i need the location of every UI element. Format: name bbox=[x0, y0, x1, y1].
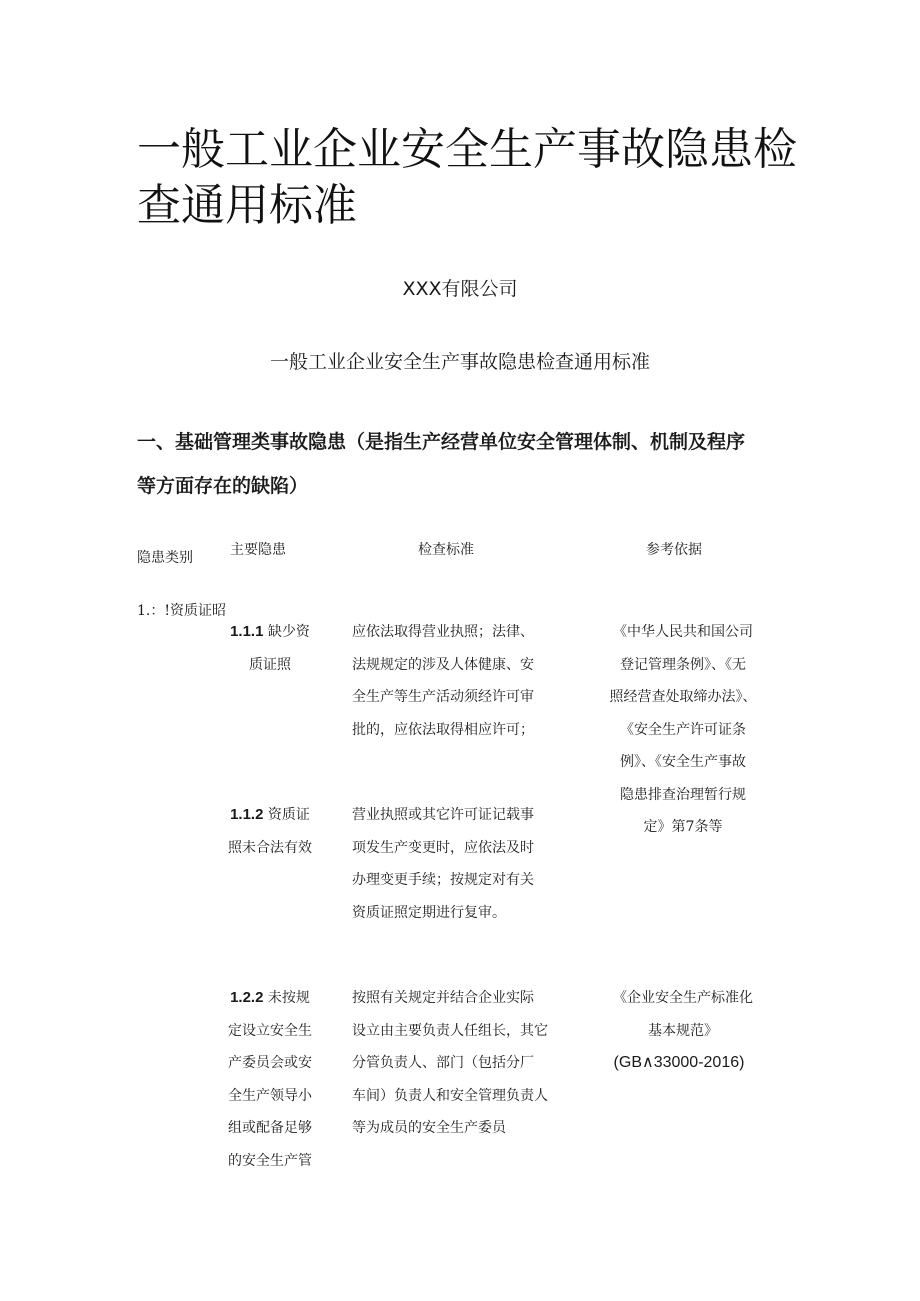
standard-text-line: 分管负责人、部门（包括分厂 bbox=[352, 1055, 534, 1071]
hazard-1-1-2 bbox=[215, 799, 325, 864]
basis-text-line: 登记管理条例》、《无 bbox=[620, 656, 746, 673]
basis-text-line: 《安全生产许可证条 bbox=[620, 721, 746, 738]
hazard-text-line: 未按规 bbox=[267, 990, 310, 1006]
basis-text-line: 定》第7条等 bbox=[643, 819, 723, 835]
category-label: 1.：!资质证昭 bbox=[137, 603, 226, 619]
document-title-line-1: 一般工业企业安全生产事故隐患检 bbox=[137, 124, 797, 175]
standard-text-line: 全生产等生产活动须经许可审 bbox=[352, 689, 534, 705]
standard-text-line: 办理变更手续；按规定对有关 bbox=[352, 872, 534, 888]
hazard-number: 1.2.2 bbox=[230, 989, 264, 1006]
standard-text-line: 按照有关规定并结合企业实际 bbox=[352, 990, 534, 1006]
header-standard: 检查标准 bbox=[418, 542, 474, 558]
standard-text-line: 批的，应依法取得相应许可； bbox=[352, 721, 534, 738]
standard-1-2-2 bbox=[352, 982, 572, 1145]
basis-1 bbox=[588, 616, 778, 844]
standard-text-line: 项发生产变更时，应依法及时 bbox=[352, 839, 534, 856]
section-heading bbox=[137, 420, 797, 508]
section-heading-line-2: 等方面存在的缺陷） bbox=[137, 475, 309, 497]
hazard-text-line: 的安全生产管 bbox=[228, 1152, 312, 1169]
hazard-text-line: 产委员会或安 bbox=[228, 1055, 312, 1071]
hazard-text-line: 资质证 bbox=[267, 807, 310, 823]
hazard-text-line: 组或配备足够 bbox=[228, 1120, 312, 1136]
document-title bbox=[137, 122, 797, 234]
standard-text-line: 资质证照定期进行复审。 bbox=[352, 904, 506, 921]
hazard-text-line: 照未合法有效 bbox=[228, 839, 312, 856]
company-name: XXX有限公司 bbox=[402, 278, 518, 300]
section-heading-line-1: 一、基础管理类事故隐患（是指生产经营单位安全管理体制、机制及程序 bbox=[137, 431, 746, 453]
basis-text-line: 例》、《安全生产事故 bbox=[620, 754, 746, 770]
hazard-1-1-1 bbox=[215, 616, 325, 681]
hazard-text-line: 全生产领导小 bbox=[228, 1087, 312, 1104]
basis-standard-code: (GB∧33000-2016) bbox=[613, 1054, 745, 1071]
hazard-number: 1.1.2 bbox=[230, 806, 264, 823]
header-main-hazard: 主要隐患 bbox=[230, 542, 286, 558]
standard-1-1-1 bbox=[352, 616, 567, 746]
basis-text-line: 《企业安全生产标准化 bbox=[613, 990, 753, 1006]
standard-text-line: 等为成员的安全生产委员 bbox=[352, 1120, 506, 1136]
standard-text-line: 营业执照或其它许可证记载事 bbox=[352, 807, 534, 823]
standard-text-line: 应依法取得营业执照；法律、 bbox=[352, 624, 534, 640]
standard-1-1-2 bbox=[352, 799, 567, 929]
standard-text-line: 设立由主要负责人任组长，其它 bbox=[352, 1022, 548, 1039]
basis-text-line: 《中华人民共和国公司 bbox=[613, 624, 753, 640]
hazard-number: 1.1.1 bbox=[230, 623, 264, 640]
standard-text-line: 法规规定的涉及人体健康、安 bbox=[352, 656, 534, 673]
standard-text-line: 车间）负责人和安全管理负责人 bbox=[352, 1087, 548, 1104]
document-title-line-2: 查通用标准 bbox=[137, 180, 357, 231]
hazard-text-line: 定设立安全生 bbox=[228, 1022, 312, 1039]
hazard-1-2-2 bbox=[215, 982, 325, 1177]
document-subtitle: 一般工业企业安全生产事故隐患检查通用标准 bbox=[269, 351, 650, 373]
hazard-text-line: 缺少资 bbox=[267, 624, 310, 640]
basis-2 bbox=[588, 982, 778, 1080]
header-category: 隐患类别 bbox=[137, 550, 193, 566]
header-basis: 参考依据 bbox=[646, 542, 702, 558]
basis-text-line: 照经营查处取缔办法》、 bbox=[609, 689, 757, 705]
hazard-text-line: 质证照 bbox=[249, 656, 291, 673]
basis-text-line: 隐患排查治理暂行规 bbox=[620, 786, 746, 803]
basis-text-line: 基本规范》 bbox=[648, 1022, 718, 1039]
